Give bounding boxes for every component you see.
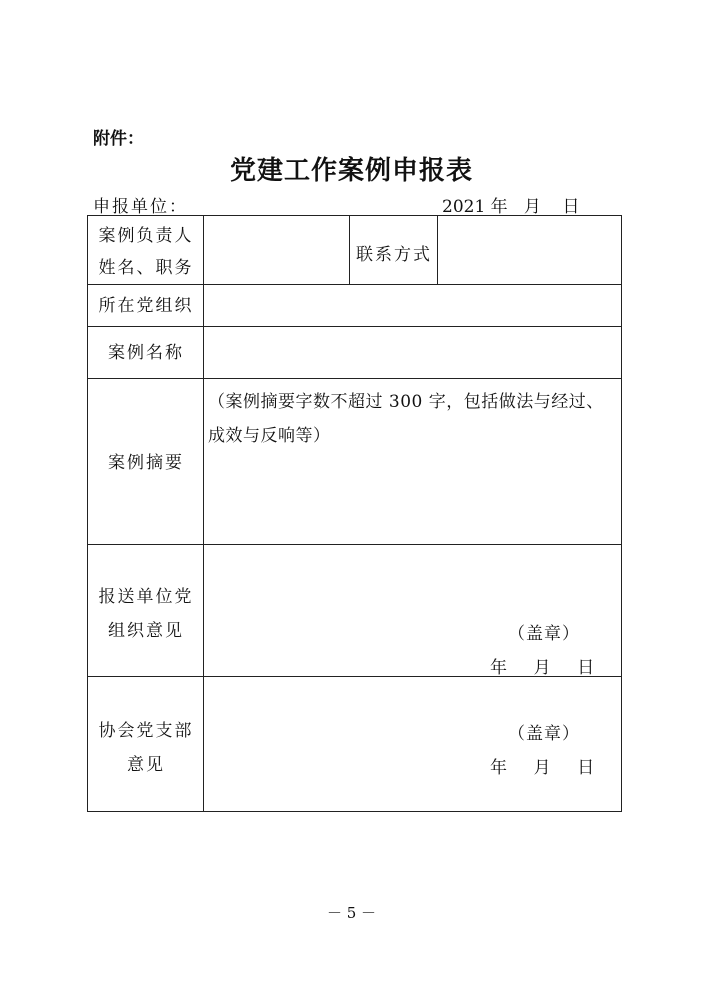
assoc-opinion-label-line2: 意见 [127, 755, 165, 775]
attachment-label: 附件： [93, 129, 144, 149]
case-name-label: 案例名称 [108, 343, 184, 363]
row-submitting-unit-opinion [88, 544, 621, 677]
submit-seal-label: （盖章） [508, 624, 580, 644]
responsible-name-field[interactable] [210, 238, 346, 262]
page-number: － 5 － [326, 904, 377, 922]
submit-opinion-label-line2: 组织意见 [108, 621, 184, 641]
responsible-label-line2: 姓名、职务 [98, 258, 194, 278]
contact-field[interactable] [444, 238, 614, 262]
submit-date: 年 月 日 [490, 658, 596, 678]
assoc-date: 年 月 日 [490, 758, 596, 778]
contact-divider-right [437, 216, 438, 284]
assoc-seal-label: （盖章） [508, 724, 580, 744]
row-responsible-person [88, 216, 621, 284]
row-association-opinion [88, 676, 621, 813]
assoc-opinion-label-line1: 协会党支部 [98, 721, 194, 741]
summary-hint-line2: 成效与反响等） [208, 426, 331, 446]
row-party-organization [88, 284, 621, 327]
contact-divider-left [349, 216, 350, 284]
party-org-field[interactable] [210, 294, 610, 318]
summary-hint-line1: （案例摘要字数不超过 300 字，包括做法与经过、 [208, 392, 604, 412]
contact-label: 联系方式 [356, 245, 432, 265]
submit-opinion-label-line1: 报送单位党 [98, 587, 194, 607]
case-name-field[interactable] [210, 341, 610, 365]
reporting-unit-label: 申报单位： [93, 197, 188, 217]
responsible-label-line1: 案例负责人 [98, 226, 194, 246]
summary-label: 案例摘要 [108, 453, 184, 473]
application-form-table [87, 215, 622, 812]
form-title: 党建工作案例申报表 [229, 156, 473, 186]
row-case-summary [88, 378, 621, 545]
party-org-label: 所在党组织 [98, 296, 194, 316]
header-date: 2021 年 月 日 [442, 197, 580, 217]
row-case-name [88, 326, 621, 379]
